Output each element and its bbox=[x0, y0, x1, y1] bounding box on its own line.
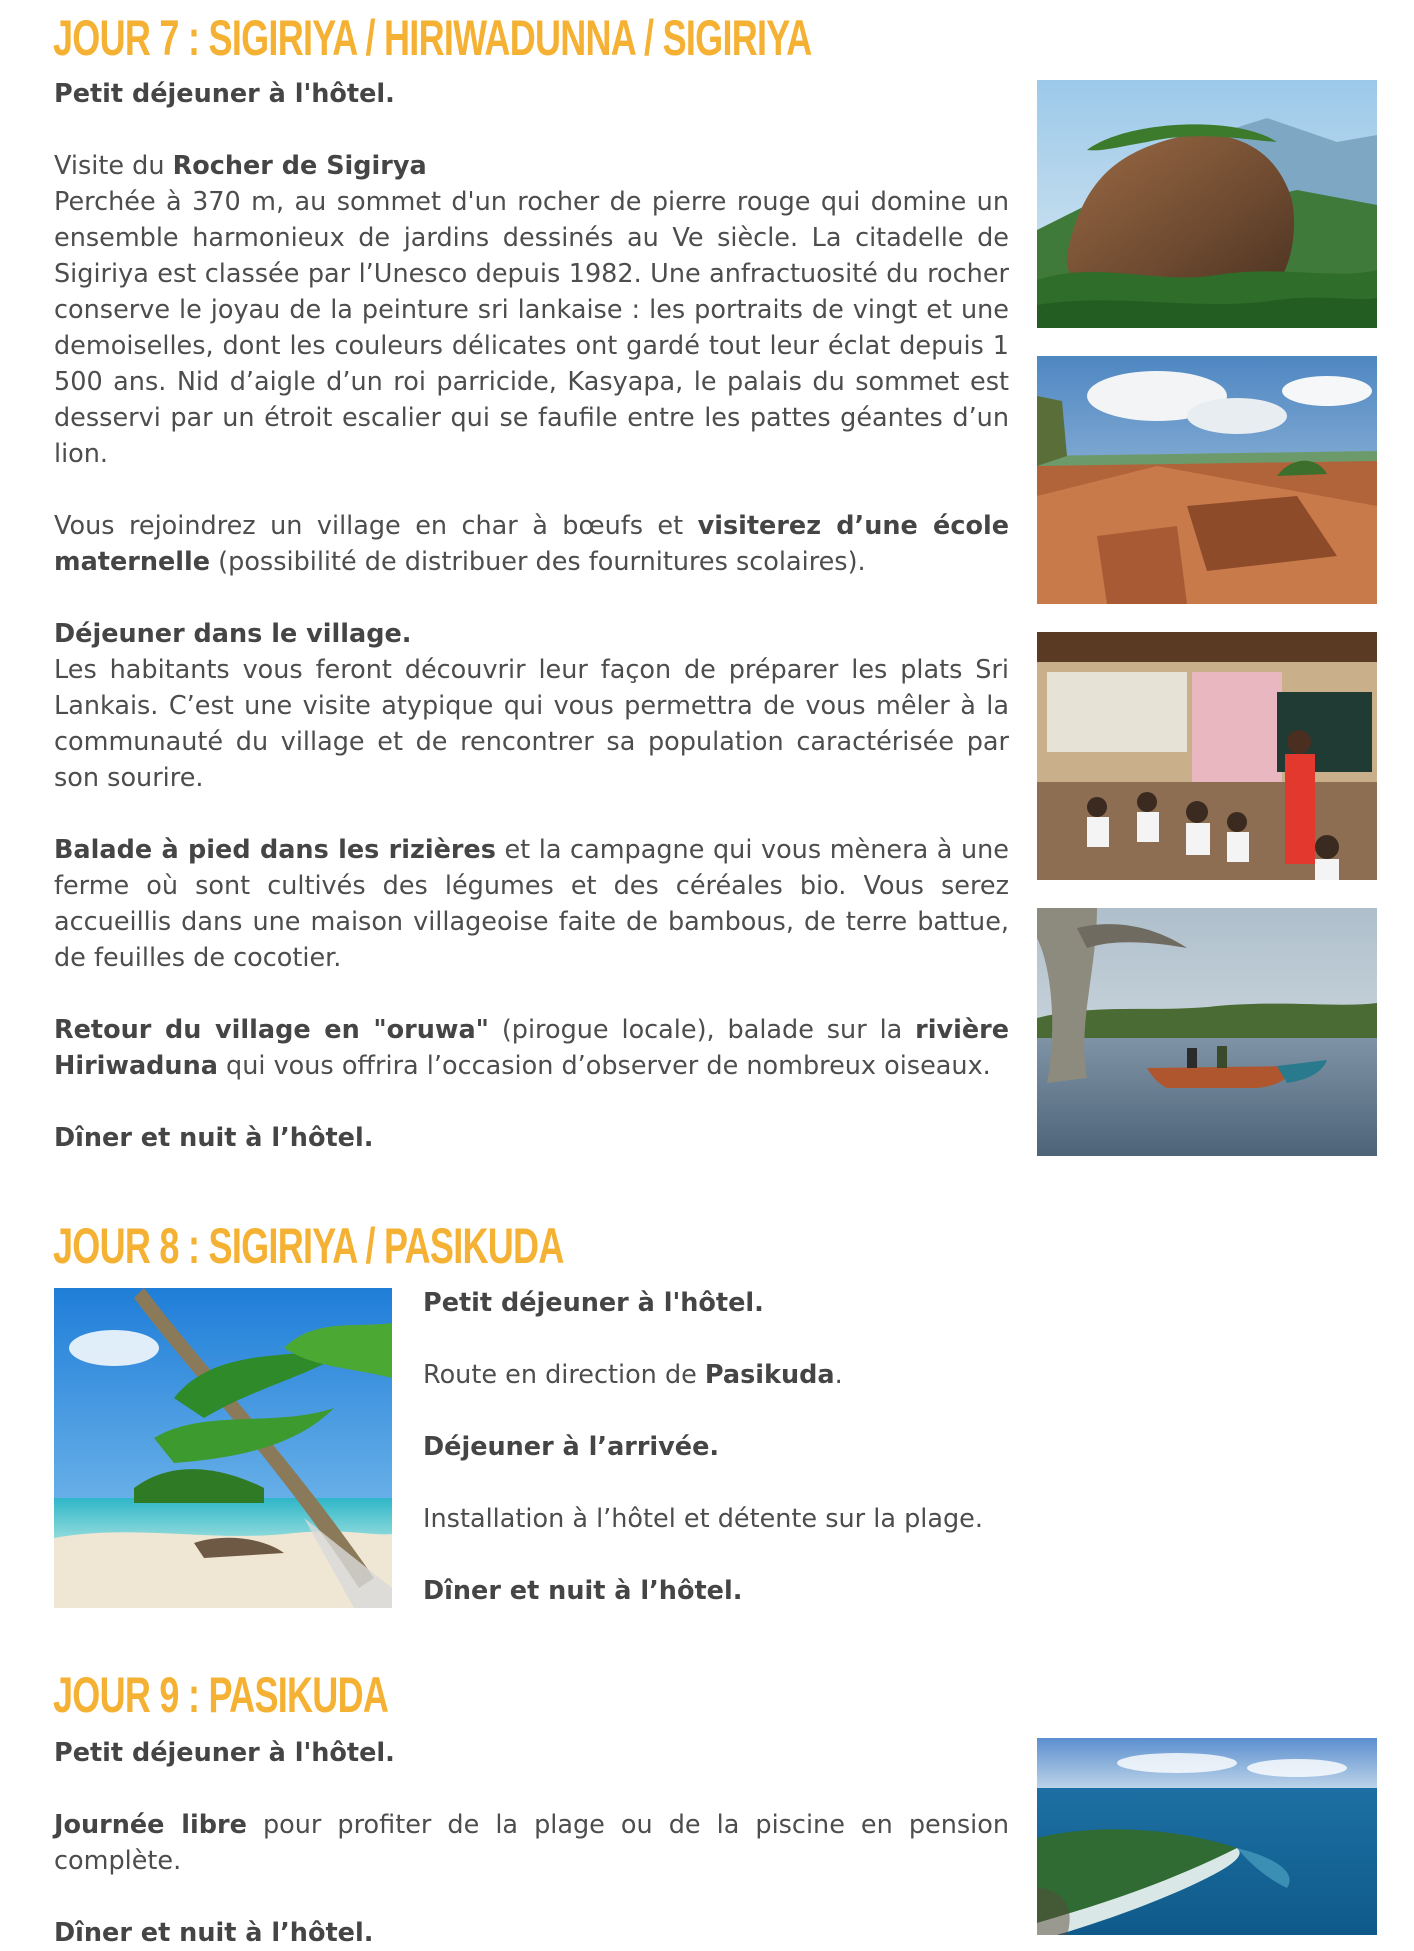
day7-lunch-desc: Les habitants vous feront découvrir leur façon de préparer les plats Sri Lankais. C’est une visite atypique qui vous permettra de vous mêler à la communauté du village et de rencontrer sa population caractérisée par son sourire. bbox=[54, 655, 1009, 793]
day7-return-a: (pirogue locale), balade sur la bbox=[488, 1015, 916, 1045]
day8-route-b: . bbox=[834, 1360, 843, 1390]
day8-route-a: Route en direction de bbox=[423, 1360, 705, 1390]
day7-village-a: Vous rejoindrez un village en char à bœufs et bbox=[54, 511, 698, 541]
day8-route-bold: Pasikuda bbox=[704, 1360, 835, 1390]
day9-text bbox=[54, 1735, 1009, 1951]
school-classroom-photo bbox=[1037, 632, 1377, 880]
day8-dinner: Dîner et nuit à l’hôtel. bbox=[423, 1576, 743, 1606]
day7-return-b: qui vous offrira l’occasion d’observer de nombreux oiseaux. bbox=[217, 1051, 991, 1081]
river-canoe-photo bbox=[1037, 908, 1377, 1156]
day7-return-river: rivière Hiriwaduna bbox=[54, 1015, 1010, 1081]
day9-title: JOUR 9 : PASIKUDA bbox=[53, 1667, 389, 1723]
day7-visit-intro: Visite du bbox=[54, 151, 173, 181]
sigiriya-rock-photo bbox=[1037, 80, 1377, 328]
day7-walk-bold: Balade à pied dans les rizières bbox=[54, 835, 496, 865]
sigiriya-ruins-photo bbox=[1037, 356, 1377, 604]
day8-breakfast: Petit déjeuner à l'hôtel. bbox=[423, 1288, 764, 1318]
day7-visit-place: Rocher de Sigirya bbox=[172, 151, 427, 181]
day9-free-bold: Journée libre bbox=[54, 1810, 247, 1840]
day7-breakfast: Petit déjeuner à l'hôtel. bbox=[54, 79, 395, 109]
day7-return-bold: Retour du village en "oruwa" bbox=[54, 1015, 489, 1045]
day8-title: JOUR 8 : SIGIRIYA / PASIKUDA bbox=[53, 1218, 564, 1274]
day9-free-desc: pour profiter de la plage ou de la piscine en pension complète. bbox=[54, 1810, 1009, 1876]
day7-title: JOUR 7 : SIGIRIYA / HIRIWADUNNA / SIGIRIYA bbox=[53, 10, 812, 66]
pasikuda-beach-photo bbox=[54, 1288, 392, 1608]
pasikuda-aerial-photo bbox=[1037, 1738, 1377, 1935]
day7-walk-desc: et la campagne qui vous mènera à une ferme où sont cultivés des légumes et des céréales bio. Vous serez accueillis dans une maison villageoise faite de bambous, de terre battue, de feuilles de cocotier. bbox=[54, 835, 1009, 973]
day8-text bbox=[423, 1285, 1083, 1609]
day7-text bbox=[54, 76, 1009, 1156]
day9-dinner: Dîner et nuit à l’hôtel. bbox=[54, 1918, 374, 1948]
day8-install: Installation à l’hôtel et détente sur la plage. bbox=[423, 1504, 983, 1534]
day7-village-bold: visiterez d’une école maternelle bbox=[54, 511, 1009, 577]
day7-visit-desc: Perchée à 370 m, au sommet d'un rocher de pierre rouge qui domine un ensemble harmonieux de jardins dessinés au Ve siècle. La citadelle de Sigiriya est classée par l’Unesco depuis 1982. Une anfractuosité du rocher conserve le joyau de la peinture sri lankaise : les portraits de vingt et une demoiselles, dont les couleurs délicates ont gardé tout leur éclat depuis 1 500 ans. Nid d’aigle d’un roi parricide, Kasyapa, le palais du sommet est desservi par un étroit escalier qui se faufile entre les pattes géantes d’un lion. bbox=[54, 187, 1009, 469]
day9-breakfast: Petit déjeuner à l'hôtel. bbox=[54, 1738, 395, 1768]
day7-lunch: Déjeuner dans le village. bbox=[54, 619, 412, 649]
day8-lunch: Déjeuner à l’arrivée. bbox=[423, 1432, 720, 1462]
day7-village-b: (possibilité de distribuer des fournitures scolaires). bbox=[210, 547, 866, 577]
day7-dinner: Dîner et nuit à l’hôtel. bbox=[54, 1123, 374, 1153]
